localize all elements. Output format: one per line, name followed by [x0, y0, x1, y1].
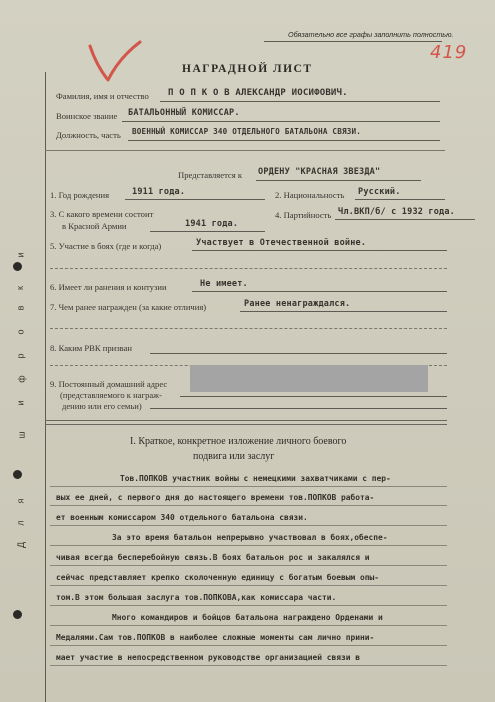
address-rule-2	[150, 408, 447, 409]
body-rule	[50, 486, 447, 487]
red-document-number: 419	[430, 42, 468, 63]
body-rule	[50, 565, 447, 566]
address-label-2: (представляемого к награж-	[60, 390, 162, 400]
birth-year-rule	[125, 199, 265, 200]
rank-label: Воинское звание	[56, 111, 118, 121]
left-margin-rule	[45, 72, 46, 702]
binding-hole	[13, 610, 22, 619]
name-label: Фамилия, имя и отчество	[56, 91, 149, 101]
body-line: сейчас представляет крепко сколоченную единицу с богатым боевым опы-	[56, 573, 380, 582]
section-heading-line-1: I. Краткое, конкретное изложение личного боевого	[130, 436, 347, 447]
address-label-3: дению или его семьи)	[62, 401, 142, 411]
party-label: 4. Партийность	[275, 210, 332, 220]
battles-rule-2	[50, 268, 447, 269]
section-heading-line-2: подвига или заслуг	[193, 451, 275, 462]
rank-value: БАТАЛЬОННЫЙ КОМИССАР.	[128, 108, 240, 118]
nationality-rule	[355, 199, 445, 200]
battles-value: Участвует в Отечественной войне.	[196, 238, 367, 248]
prior-awards-label: 7. Чем ранее награжден (за какие отличия)	[50, 302, 207, 312]
battles-rule-1	[192, 250, 447, 251]
body-rule	[50, 505, 447, 506]
binding-hole	[13, 470, 22, 479]
body-line: том.В этом большая заслуга тов.ПОПКОВА,как комиссара части.	[56, 593, 337, 602]
spine-letter: и	[15, 400, 26, 406]
position-label: Должность, часть	[56, 130, 121, 140]
spine-letter: и	[15, 252, 26, 258]
body-line: чивая всегда бесперебойную связь.В боях батальон рос и закалялся и	[56, 553, 370, 562]
top-instruction: Обязательно все графы заполнить полностью.	[288, 30, 454, 39]
rank-rule	[122, 121, 440, 122]
army-since-value: 1941 года.	[185, 219, 239, 229]
nationality-label: 2. Национальность	[275, 190, 345, 200]
top-instruction-underline	[264, 41, 442, 42]
prior-awards-value: Ранее ненаграждался.	[244, 299, 351, 309]
army-since-label-1: 3. С какого времени состоит	[50, 209, 154, 219]
section-separator-2	[45, 424, 447, 425]
body-rule	[50, 585, 447, 586]
section-separator-1	[45, 420, 447, 421]
party-value: Чл.ВКП/б/ с 1932 года.	[338, 207, 455, 217]
spine-letter: к	[14, 286, 25, 290]
spine-letter: Д	[16, 541, 27, 549]
wounds-label: 6. Имеет ли ранения и контузии	[50, 282, 167, 292]
header-separator	[45, 150, 445, 151]
address-redaction	[190, 365, 428, 392]
name-value: П О П К О В АЛЕКСАНДР ИОСИФОВИЧ.	[168, 88, 348, 98]
body-rule	[50, 605, 447, 606]
birth-year-value: 1911 года.	[132, 187, 186, 197]
name-rule	[160, 101, 440, 102]
body-line: Тов.ПОПКОВ участник войны с немецкими захватчиками с пер-	[120, 474, 391, 483]
red-check-mark	[84, 38, 144, 84]
army-since-rule	[150, 231, 265, 232]
body-line: мает участие в непосредственном руководстве организацией связи в	[56, 653, 361, 662]
rvk-rule	[150, 353, 447, 354]
binding-hole	[13, 262, 22, 271]
body-rule	[50, 665, 447, 666]
army-since-label-2: в Красной Армии	[62, 221, 127, 231]
award-label: Представляется к	[178, 170, 243, 180]
prior-awards-rule-2	[50, 328, 447, 329]
body-rule	[50, 645, 447, 646]
spine-letter: л	[15, 520, 26, 526]
party-rule	[335, 219, 475, 220]
body-line: Много командиров и бойцов батальона награждено Орденами и	[112, 613, 383, 622]
birth-year-label: 1. Год рождения	[50, 190, 110, 200]
spine-letter: в	[15, 305, 26, 311]
spine-letter: ш	[16, 431, 27, 439]
position-value: ВОЕННЫЙ КОМИССАР 340 ОТДЕЛЬНОГО БАТАЛЬОНА СВЯЗИ.	[132, 127, 362, 136]
spine-letter: я	[15, 498, 26, 504]
address-rule-1	[180, 396, 447, 397]
spine-letter: ф	[16, 375, 27, 383]
address-label-1: 9. Постоянный домашний адрес	[50, 379, 168, 389]
page-title: НАГРАДНОЙ ЛИСТ	[182, 63, 313, 75]
body-line: вых ее дней, с первого дня до настоящего времени тов.ПОПКОВ работа-	[56, 493, 375, 502]
prior-awards-rule-1	[240, 311, 447, 312]
body-rule	[50, 525, 447, 526]
award-rule	[256, 180, 421, 181]
spine-letter: р	[15, 353, 26, 359]
position-rule	[128, 140, 440, 141]
nationality-value: Русский.	[358, 187, 401, 197]
rvk-label: 8. Каким РВК призван	[50, 343, 133, 353]
body-line: ет военным комиссаром 340 отдельного батальона связи.	[56, 513, 308, 522]
body-rule	[50, 625, 447, 626]
wounds-rule	[192, 291, 447, 292]
battles-label: 5. Участие в боях (где и когда)	[50, 241, 162, 251]
wounds-value: Не имеет.	[200, 279, 248, 289]
body-rule	[50, 545, 447, 546]
award-value: ОРДЕНУ "КРАСНАЯ ЗВЕЗДА"	[258, 167, 381, 177]
body-line: За это время батальон непрерывно участвовал в боях,обеспе-	[112, 533, 388, 542]
body-line: Медалями.Сам тов.ПОПКОВ в наиболее сложные моменты сам лично прини-	[56, 633, 375, 642]
spine-letter: о	[15, 329, 26, 335]
